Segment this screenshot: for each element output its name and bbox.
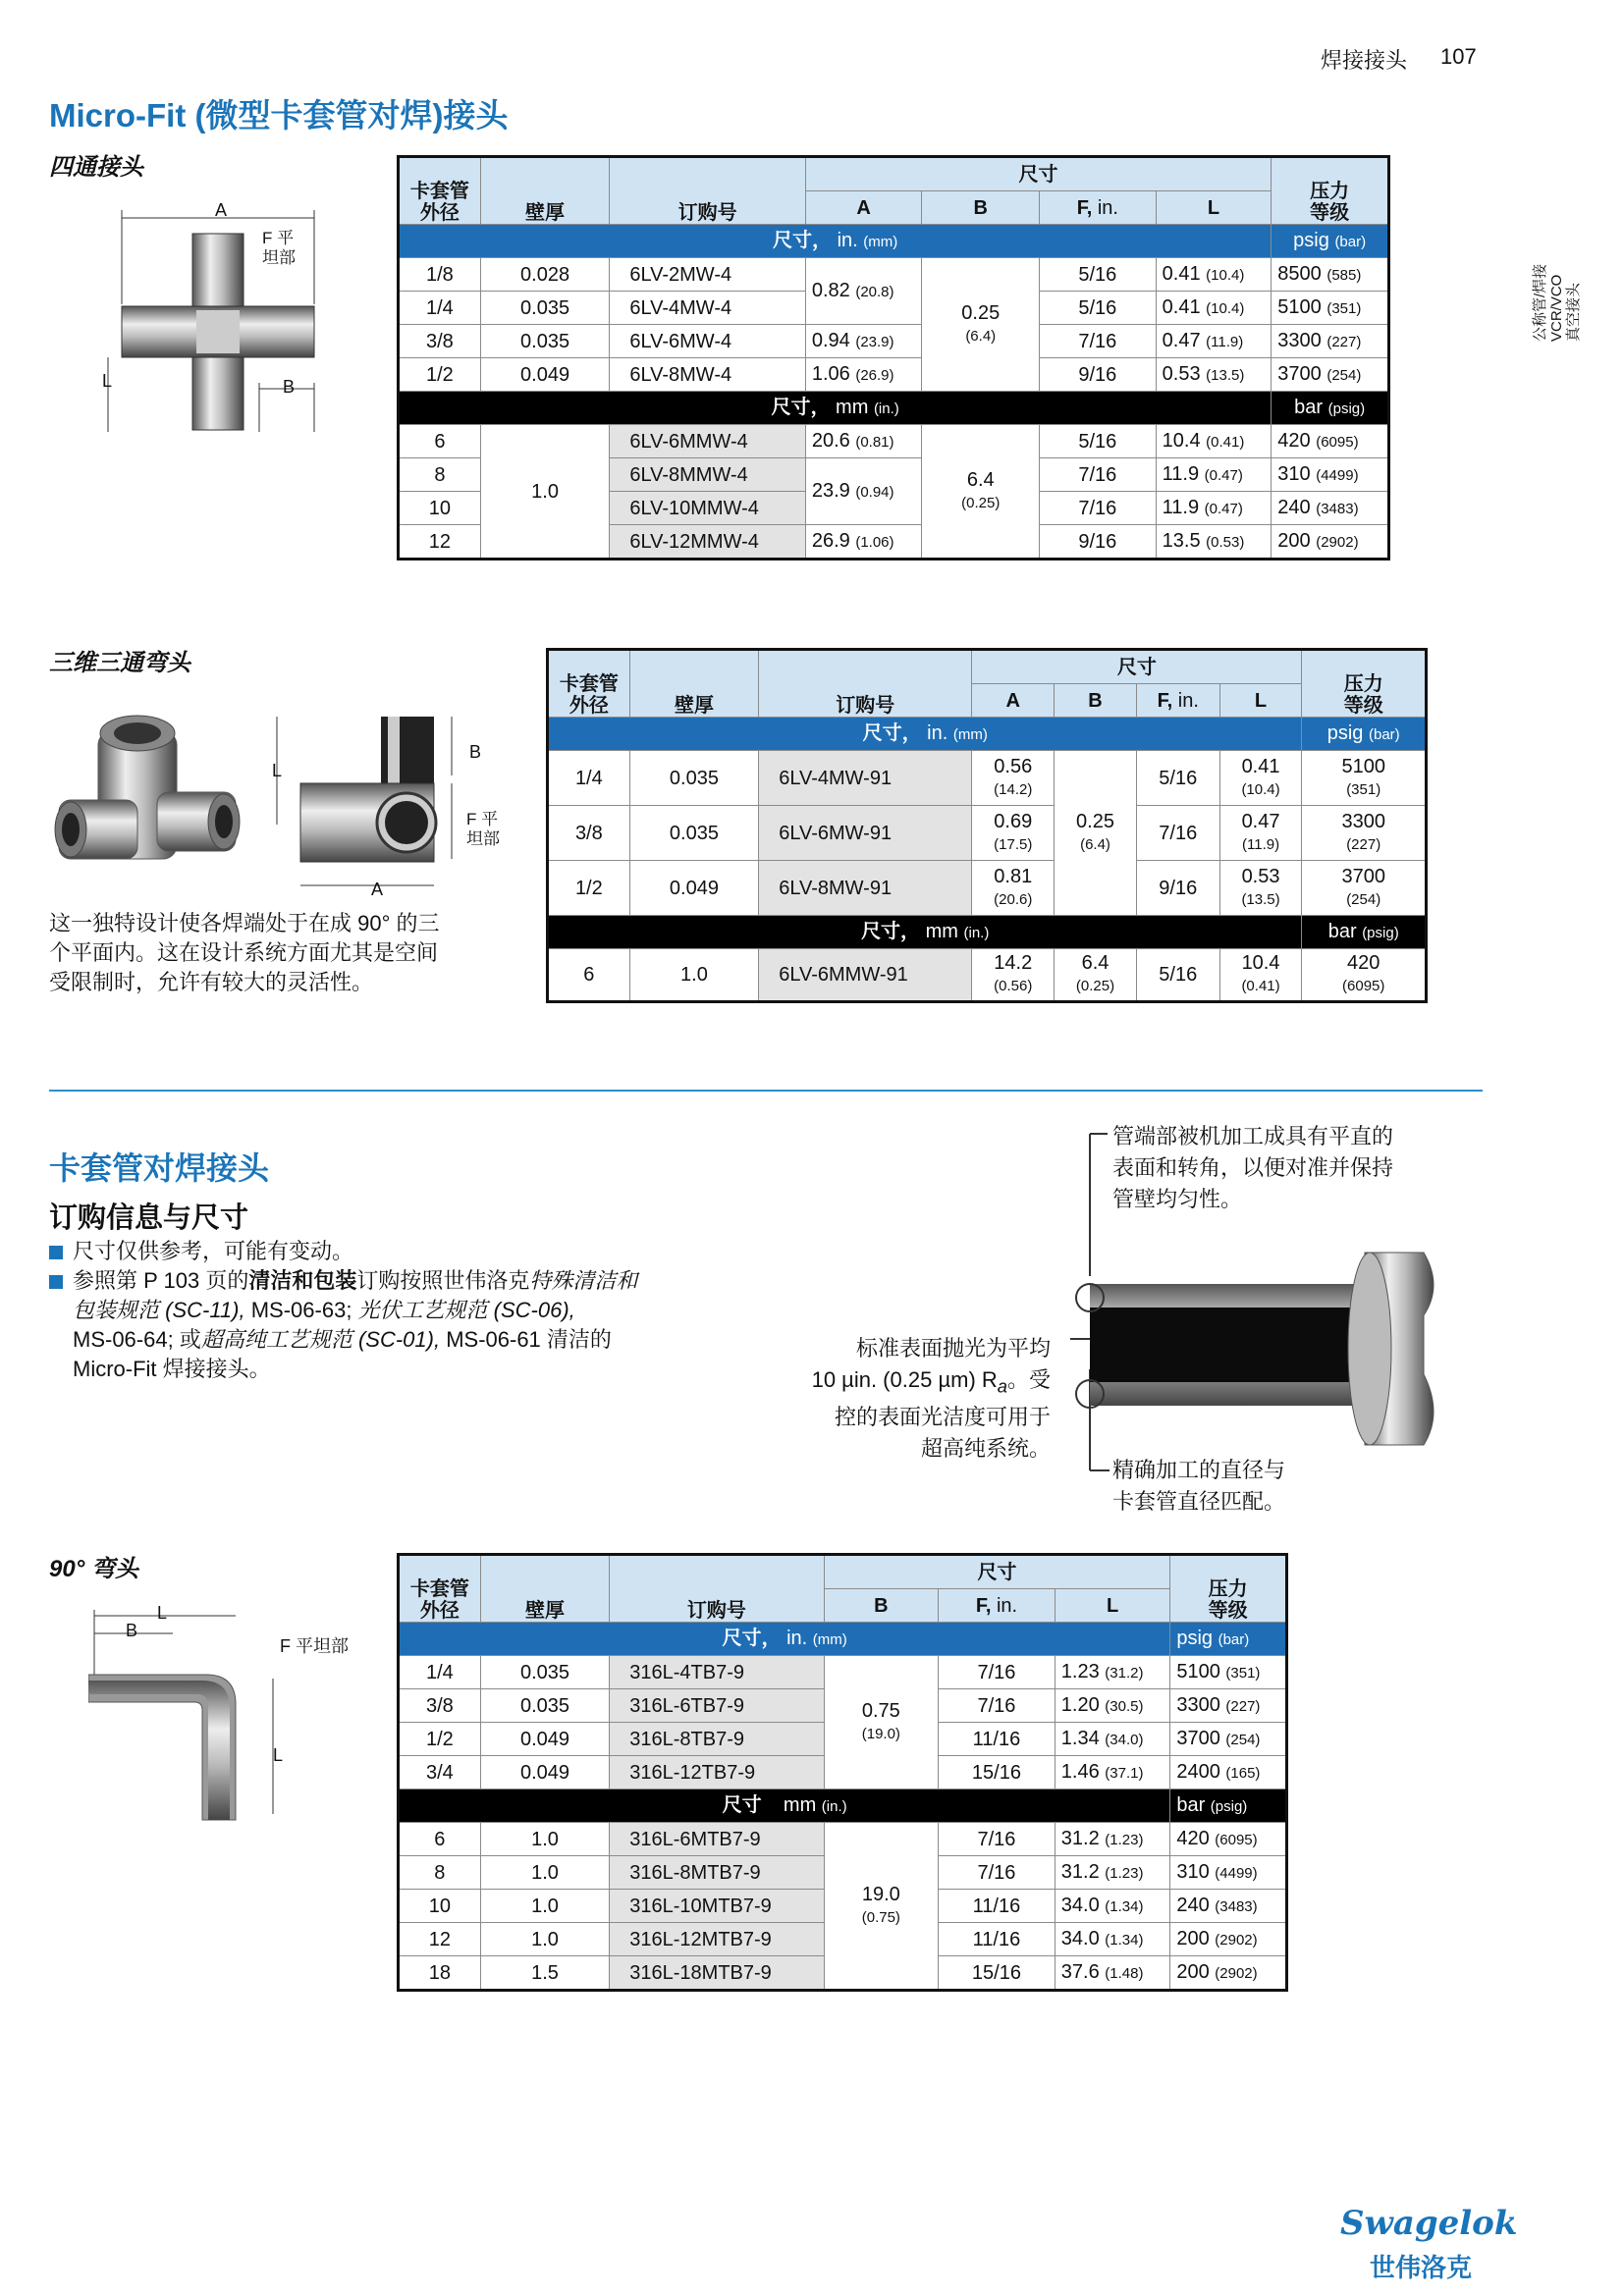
cross-fitting-diagram	[88, 196, 383, 442]
page-title: Micro-Fit (微型卡套管对焊)接头	[49, 97, 509, 133]
table-row: 8 6LV-8MMW-4 23.9 (0.94) 7/16 11.9 (0.47) 310 (4499)	[399, 458, 1389, 492]
tee-dim-b: B	[469, 742, 482, 762]
callout-end-machined: 管端部被机加工成具有平直的 表面和转角，以便对准并保持 管壁均匀性。	[1112, 1124, 1394, 1211]
page-number: 107	[1440, 44, 1477, 69]
table-row: 6 1.0 316L-6MTB7-9 19.0 (0.75) 7/16 31.2 (1.23) 420 (6095)	[399, 1823, 1287, 1856]
dim-l-label: L	[102, 371, 113, 391]
table-row: 3/8 0.035 6LV-6MW-91 0.69 (17.5) 7/16 0.47 (11.9) 3300 (227)	[548, 806, 1427, 861]
bullet-item: 尺寸仅供参考，可能有变动。	[49, 1237, 727, 1266]
head-dims: 尺寸	[805, 157, 1271, 191]
running-header: 焊接接头	[1321, 48, 1408, 73]
unit-press-mm: bar (psig)	[1272, 392, 1389, 425]
elbow-dim-l: L	[157, 1603, 168, 1623]
head-wall: 壁厚	[480, 157, 610, 225]
tee3d-subtitle: 三维三通弯头	[49, 650, 190, 676]
unit-row-mm: 尺寸， mm (in.)	[399, 392, 1272, 425]
tee-dim-a: A	[371, 880, 384, 899]
table-row: 6 1.0 6LV-6MMW-4 20.6 (0.81) 6.4 (0.25) 5/16 10.4 (0.41) 420 (6095)	[399, 425, 1389, 458]
head-order: 订购号	[610, 157, 805, 225]
elbow-spec-table: 卡套管 外径 壁厚 订购号 尺寸 压力 等级 B F, in. L 尺寸， in. (mm) psig (bar) 1/4 0.035 316L-4TB7-9 0.75 (19.0) 7/16 1.23 (31.2) 5100 (351) 3/8 0.035 316L-6TB7-9 7/16 1.20 (30.5) 3300 (227) 1/2 0.049 316L-8TB7-9 11/16 1.34 (34.0) 3700 (254) 3/4 0.049 316L-12TB7-9 15/16 1.46 (37.1) 2400 (165) 尺寸 mm (in.) bar (psig) 6 1.0 316L-6MTB7-9 19.0 (0.75) 7/16 31.2 (1.23) 420 (6095) 8 1.0 316L-8MTB7-9 7/16 31.2 (1.23) 310 (4499) 10 1.0 316L-10MTB7-9 11/16 34.0 (1.34) 240 (3483) 12 1.0 316L-12MTB7-9 11/16 34.0 (1.34) 200 (2902) 18 1.5 316L-18MTB7-9 15/16 37.6 (1.48) 200 (2902)	[397, 1553, 1288, 1992]
table-row: 10 6LV-10MMW-4 7/16 11.9 (0.47) 240 (3483)	[399, 492, 1389, 525]
tee3d-spec-table: 卡套管 外径 壁厚 订购号 尺寸 压力 等级 A B F, in. L 尺寸， in. (mm) psig (bar) 1/4 0.035 6LV-4MW-91 0.56 (14.2) 0.25 (6.4) 5/16 0.41 (10.4) 5100 (351) 3/8 0.035 6LV-6MW-91 0.69 (17.5) 7/16 0.47 (11.9) 3300 (227) 1/2 0.049 6LV-8MW-91 0.81 (20.6) 9/16 0.53 (13.5) 3700 (254) 尺寸， mm (in.) bar (psig) 6 1.0 6LV-6MMW-91 14.2 (0.56) 6.4 (0.25) 5/16 10.4 (0.41) 420 (6095)	[546, 648, 1428, 1003]
bullet-list: 尺寸仅供参考，可能有变动。 参照第 P 103 页的清洁和包装订购按照世伟洛克特殊清洁和 包装规范 (SC-11), MS-06-63; 光伏工艺规范 (SC-06), MS-06-64; 或超高纯工艺规范 (SC-01), MS-06-61 清洁的 Micro-Fit 焊接接头。	[49, 1237, 727, 1384]
bullet-square-icon	[49, 1246, 63, 1259]
tee3d-drawing	[265, 707, 491, 903]
elbow-dim-l2: L	[273, 1745, 284, 1765]
table-row: 3/4 0.049 316L-12TB7-9 15/16 1.46 (37.1) 2400 (165)	[399, 1756, 1287, 1789]
table-row: 12 6LV-12MMW-4 26.9 (1.06) 9/16 13.5 (0.53) 200 (2902)	[399, 525, 1389, 560]
butt-weld-title: 卡套管对焊接头	[49, 1150, 270, 1186]
head-od: 卡套管 外径	[399, 157, 481, 225]
butt-weld-end-drawing	[1070, 1129, 1483, 1482]
swagelok-logo-cn: 世伟洛克	[1370, 2253, 1473, 2282]
table-row: 1/4 0.035 6LV-4MW-91 0.56 (14.2) 0.25 (6.4) 5/16 0.41 (10.4) 5100 (351)	[548, 751, 1427, 806]
head-l: L	[1156, 191, 1272, 225]
tee-dim-l: L	[272, 761, 283, 780]
section-divider	[49, 1090, 1483, 1092]
table-row: 12 1.0 316L-12MTB7-9 11/16 34.0 (1.34) 200 (2902)	[399, 1923, 1287, 1956]
elbow-dim-f: F 平坦部	[280, 1636, 349, 1656]
table-row: 8 1.0 316L-8MTB7-9 7/16 31.2 (1.23) 310 (4499)	[399, 1856, 1287, 1890]
tee3d-description: 这一独特设计使各焊端处于在成 90° 的三 个平面内。这在设计系统方面尤其是空间 受限制时，允许有较大的灵活性。	[49, 911, 440, 994]
tee-dim-f2: 坦部	[466, 829, 500, 848]
ordering-title: 订购信息与尺寸	[49, 1202, 249, 1234]
table-row: 3/8 0.035 6LV-6MW-4 0.94 (23.9) 7/16 0.47 (11.9) 3300 (227)	[399, 325, 1389, 358]
dim-b-label: B	[283, 377, 296, 397]
dim-f-label: F 平	[262, 229, 295, 247]
swagelok-logo: Swagelok	[1340, 2204, 1518, 2243]
head-pressure: 压力 等级	[1272, 157, 1389, 225]
dim-a-label: A	[215, 200, 228, 220]
bullet-square-icon	[49, 1275, 63, 1289]
cross-spec-table	[397, 155, 1390, 561]
elbow-subtitle: 90° 弯头	[49, 1556, 138, 1582]
cross-subtitle: 四通接头	[49, 154, 143, 181]
unit-row-in: 尺寸， in. (mm)	[399, 225, 1272, 258]
table-row: 1/2 0.049 6LV-8MW-91 0.81 (20.6) 9/16 0.53 (13.5) 3700 (254)	[548, 861, 1427, 916]
elbow-dim-b: B	[126, 1621, 138, 1640]
table-row: 1/2 0.049 6LV-8MW-4 1.06 (26.9) 9/16 0.53 (13.5) 3700 (254)	[399, 358, 1389, 392]
callout-diameter: 精确加工的直径与 卡套管直径匹配。	[1112, 1458, 1286, 1514]
head-f: F, in.	[1040, 191, 1157, 225]
dim-f-label-2: 坦部	[262, 248, 296, 267]
head-b: B	[922, 191, 1040, 225]
unit-press-in: psig (bar)	[1272, 225, 1389, 258]
tee3d-photo	[49, 702, 245, 888]
table-row: 1/4 0.035 6LV-4MW-4 5/16 0.41 (10.4) 5100 (351)	[399, 292, 1389, 325]
table-row: 10 1.0 316L-10MTB7-9 11/16 34.0 (1.34) 240 (3483)	[399, 1890, 1287, 1923]
table-row: 6 1.0 6LV-6MMW-91 14.2 (0.56) 6.4 (0.25) 5/16 10.4 (0.41) 420 (6095)	[548, 949, 1427, 1002]
head-a: A	[805, 191, 922, 225]
table-row: 18 1.5 316L-18MTB7-9 15/16 37.6 (1.48) 200 (2902)	[399, 1956, 1287, 1991]
table-row: 3/8 0.035 316L-6TB7-9 7/16 1.20 (30.5) 3300 (227)	[399, 1689, 1287, 1723]
side-tab: 公称管/焊接 VCR/VCO 真空接头	[1532, 263, 1582, 342]
bullet-item: 参照第 P 103 页的清洁和包装订购按照世伟洛克特殊清洁和	[49, 1266, 727, 1296]
table-row: 1/8 0.028 6LV-2MW-4 0.82 (20.8) 0.25 (6.4) 5/16 0.41 (10.4) 8500 (585)	[399, 258, 1389, 292]
table-row: 1/4 0.035 316L-4TB7-9 0.75 (19.0) 7/16 1.23 (31.2) 5100 (351)	[399, 1656, 1287, 1689]
table-row: 1/2 0.049 316L-8TB7-9 11/16 1.34 (34.0) 3700 (254)	[399, 1723, 1287, 1756]
elbow-drawing	[88, 1600, 295, 1826]
callout-surface-finish: 标准表面抛光为平均 10 µin. (0.25 µm) $R_a$。受 控的表面光洁度可用于 超高纯系统。	[811, 1336, 1051, 1462]
tee-dim-f: F 平	[466, 810, 499, 828]
